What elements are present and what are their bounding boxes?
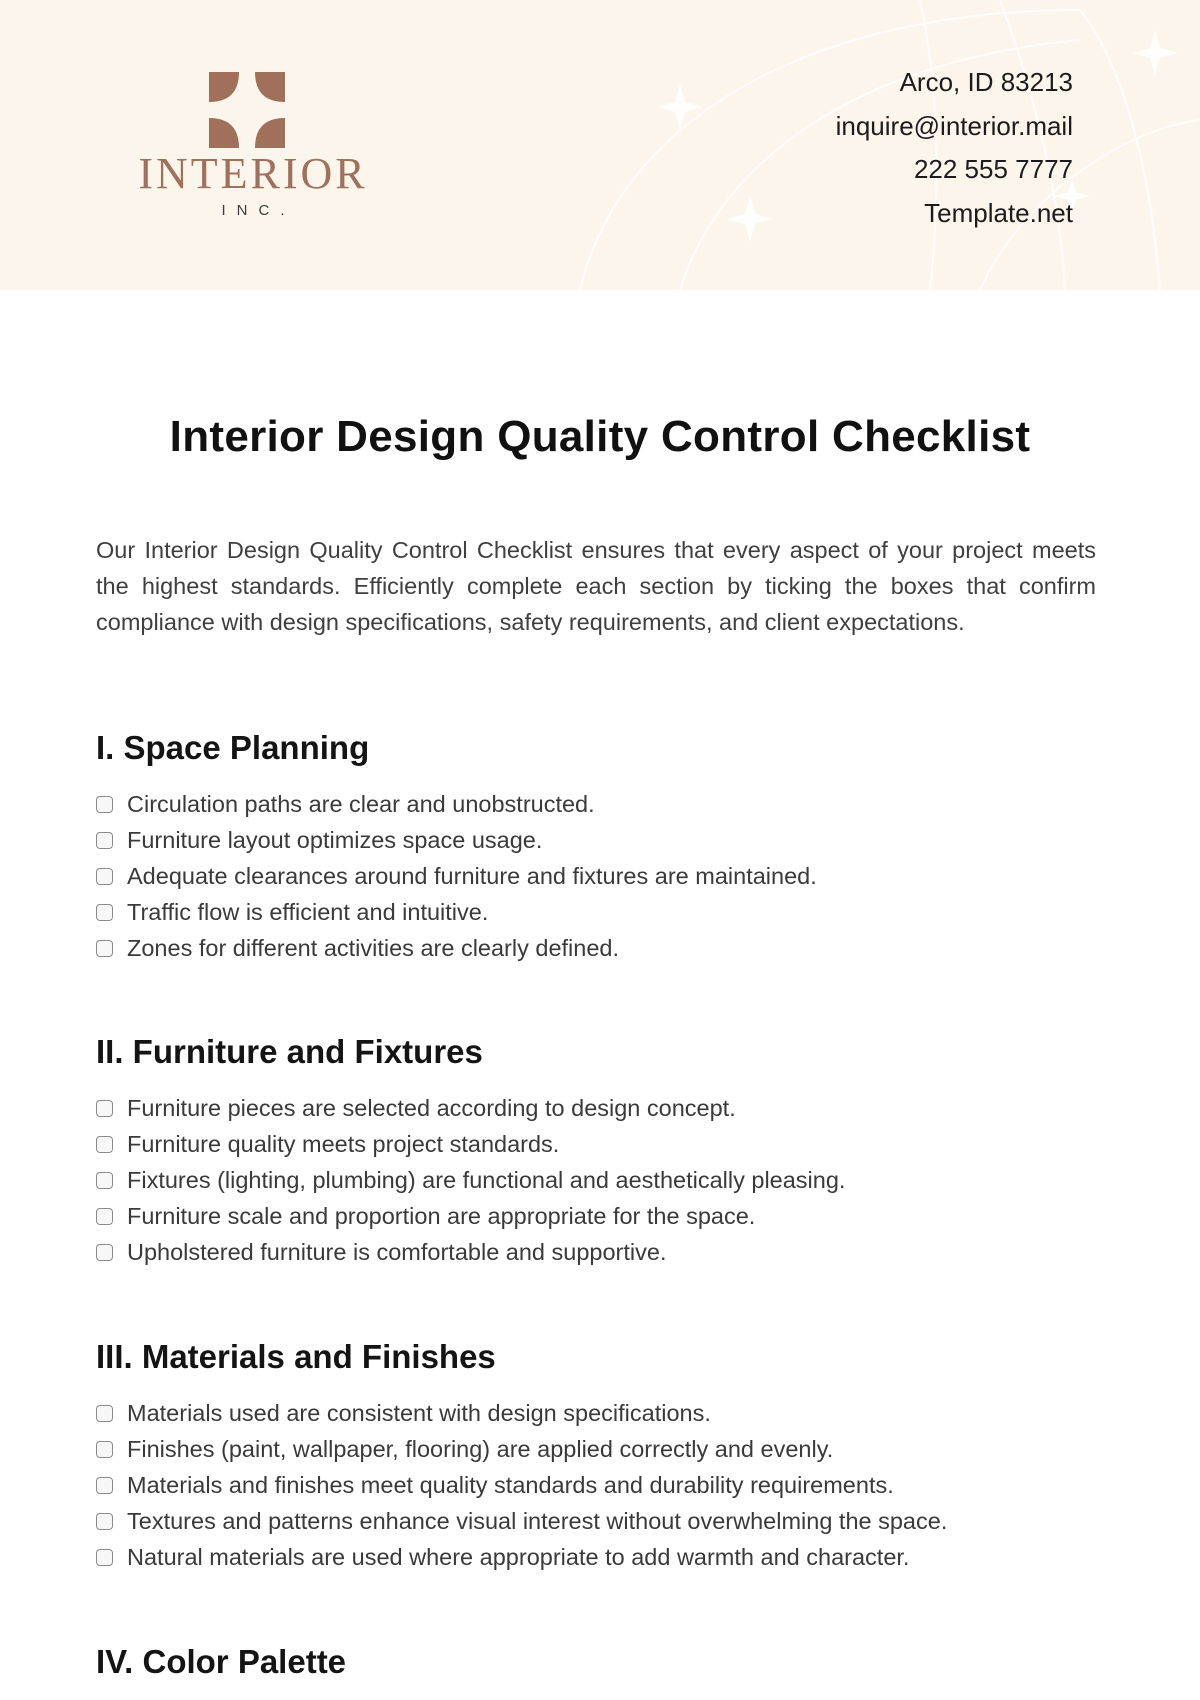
- section-heading: I. Space Planning: [96, 729, 370, 766]
- checklist-item[interactable]: [96, 1395, 1106, 1431]
- checklist-item-label: Finishes (paint, wallpaper, flooring) are applied correctly and evenly.: [127, 1435, 834, 1462]
- checklist-item[interactable]: [96, 930, 1106, 966]
- contact-address: Arco, ID 83213: [899, 67, 1073, 97]
- checklist-item-label: Furniture quality meets project standards.: [127, 1130, 560, 1157]
- checkbox[interactable]: [96, 1441, 113, 1458]
- checklist-item[interactable]: [96, 858, 1106, 894]
- logo-mark-icon: [209, 72, 285, 148]
- checklist-item[interactable]: [96, 786, 1106, 822]
- section-space-planning: [96, 728, 1106, 966]
- checkbox[interactable]: [96, 1172, 113, 1189]
- brand-name: INTERIOR: [138, 149, 368, 198]
- checklist-item-label: Upholstered furniture is comfortable and supportive.: [127, 1238, 667, 1265]
- checklist-item[interactable]: [96, 894, 1106, 930]
- checklist-item[interactable]: [96, 1234, 1106, 1270]
- checklist-item[interactable]: [96, 822, 1106, 858]
- checklist-item[interactable]: [96, 1198, 1106, 1234]
- company-logo: [118, 64, 388, 234]
- checkbox[interactable]: [96, 1477, 113, 1494]
- section-heading: III. Materials and Finishes: [96, 1338, 496, 1375]
- checklist-item[interactable]: [96, 1539, 1106, 1575]
- checklist-item[interactable]: [96, 1431, 1106, 1467]
- checklist-item-label: Furniture pieces are selected according to design concept.: [127, 1094, 736, 1121]
- checkbox[interactable]: [96, 1208, 113, 1225]
- checklist-item-label: Natural materials are used where appropriate to add warmth and character.: [127, 1543, 910, 1570]
- brand-subtitle: INC.: [221, 202, 296, 219]
- checklist-item-label: Furniture scale and proportion are appropriate for the space.: [127, 1202, 756, 1229]
- contact-phone: 222 555 7777: [913, 154, 1073, 184]
- checklist-item-label: Materials used are consistent with design specifications.: [127, 1399, 711, 1426]
- checklist-item[interactable]: [96, 1467, 1106, 1503]
- page-title: Interior Design Quality Control Checklist: [169, 412, 1031, 461]
- checklist-item-label: Adequate clearances around furniture and fixtures are maintained.: [127, 862, 817, 889]
- checklist-item-label: Circulation paths are clear and unobstructed.: [127, 790, 595, 817]
- checklist-item-label: Textures and patterns enhance visual interest without overwhelming the space.: [127, 1507, 948, 1534]
- checkbox[interactable]: [96, 1405, 113, 1422]
- intro-paragraph: Our Interior Design Quality Control Checklist ensures that every aspect of your project meets the highest standards. Efficiently complete each section by ticking the boxes that confirm compliance with design specifications, safety requirements, and client expectations.: [96, 537, 1096, 635]
- checklist-item[interactable]: [96, 1503, 1106, 1539]
- section-furniture-fixtures: [96, 1032, 1106, 1270]
- checkbox[interactable]: [96, 1100, 113, 1117]
- checklist-item[interactable]: [96, 1090, 1106, 1126]
- checkbox[interactable]: [96, 1513, 113, 1530]
- checkbox[interactable]: [96, 940, 113, 957]
- checkbox[interactable]: [96, 1549, 113, 1566]
- section-heading: II. Furniture and Fixtures: [96, 1033, 483, 1070]
- checklist-item-label: Traffic flow is efficient and intuitive.: [127, 898, 489, 925]
- contact-email[interactable]: inquire@interior.mail: [835, 110, 1073, 141]
- letterhead: [0, 0, 1200, 290]
- checkbox[interactable]: [96, 796, 113, 813]
- checklist-item[interactable]: [96, 1162, 1106, 1198]
- checkbox[interactable]: [96, 1136, 113, 1153]
- checkbox[interactable]: [96, 868, 113, 885]
- checklist-item-label: Furniture layout optimizes space usage.: [127, 826, 543, 853]
- section-heading: IV. Color Palette: [96, 1643, 347, 1680]
- checkbox[interactable]: [96, 832, 113, 849]
- contact-website[interactable]: Template.net: [924, 197, 1073, 228]
- checkbox[interactable]: [96, 1244, 113, 1261]
- checkbox[interactable]: [96, 904, 113, 921]
- checklist-item-label: Fixtures (lighting, plumbing) are functional and aesthetically pleasing.: [127, 1166, 846, 1193]
- section-materials-finishes: [96, 1337, 1106, 1575]
- contact-info: [836, 61, 1073, 235]
- checklist-item[interactable]: [96, 1126, 1106, 1162]
- checklist-item-label: Materials and finishes meet quality standards and durability requirements.: [127, 1471, 894, 1498]
- checklist-item-label: Zones for different activities are clearly defined.: [127, 934, 620, 961]
- section-color-palette: [96, 1642, 1106, 1700]
